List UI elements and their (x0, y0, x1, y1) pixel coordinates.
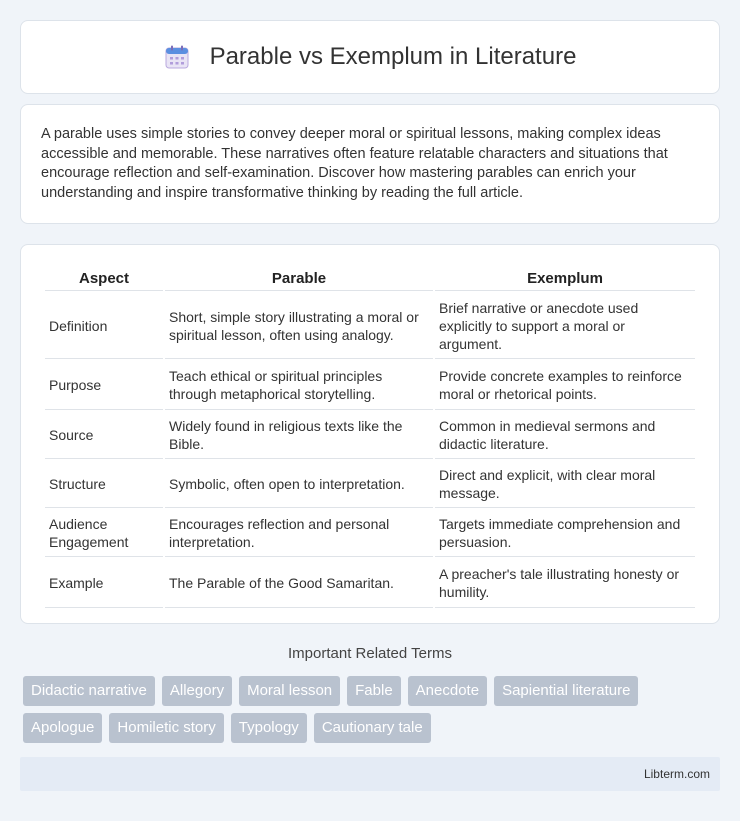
comparison-table (43, 263, 697, 610)
header-card (20, 20, 720, 94)
table-row (45, 361, 695, 410)
table-row (45, 559, 695, 608)
aspect-cell: Purpose (45, 361, 163, 410)
tag-didactic-narrative[interactable]: Didactic narrative (23, 676, 155, 706)
intro-text: A parable uses simple stories to convey deeper moral or spiritual lessons, making complex ideas accessible and memorable. These narratives often feature relatable characters and situations that encourage reflection and self-examination. Discover how mastering parables can enrich your understanding and inspire transformative thinking by reading the full article. (41, 126, 668, 201)
tag-homiletic-story[interactable]: Homiletic story (109, 713, 223, 743)
tag-fable[interactable]: Fable (347, 676, 401, 706)
table-row (45, 412, 695, 459)
footer-site-link[interactable]: Libterm.com (643, 767, 710, 781)
calendar-icon (164, 44, 190, 70)
table-row (45, 461, 695, 508)
tag-apologue[interactable]: Apologue (23, 713, 102, 743)
exemplum-cell: Provide concrete examples to reinforce moral or rhetorical points. (435, 361, 695, 410)
page-title: Parable vs Exemplum in Literature (209, 43, 577, 70)
parable-cell: Widely found in religious texts like the Bible. (165, 412, 433, 459)
parable-cell: Encourages reflection and personal interpretation. (165, 510, 433, 557)
table-header-row (45, 265, 695, 291)
parable-cell: The Parable of the Good Samaritan. (165, 559, 433, 608)
aspect-cell: Structure (45, 461, 163, 508)
column-header-aspect: Aspect (45, 265, 163, 291)
exemplum-cell: A preacher's tale illustrating honesty or humility. (435, 559, 695, 608)
exemplum-cell: Brief narrative or anecdote used explicitly to support a moral or argument. (435, 293, 695, 359)
aspect-cell: Audience Engagement (45, 510, 163, 557)
intro-card (20, 104, 720, 224)
comparison-table-card (20, 244, 720, 624)
aspect-cell: Source (45, 412, 163, 459)
aspect-cell: Definition (45, 293, 163, 359)
tag-moral-lesson[interactable]: Moral lesson (239, 676, 340, 706)
parable-cell: Short, simple story illustrating a moral or spiritual lesson, often using analogy. (165, 293, 433, 359)
tag-typology[interactable]: Typology (231, 713, 307, 743)
column-header-parable: Parable (165, 265, 433, 291)
table-row (45, 293, 695, 359)
aspect-cell: Example (45, 559, 163, 608)
column-header-exemplum: Exemplum (435, 265, 695, 291)
related-terms-title: Important Related Terms (288, 645, 452, 662)
title-wrap (164, 43, 577, 71)
table-row (45, 510, 695, 557)
footer (20, 757, 720, 791)
exemplum-cell: Common in medieval sermons and didactic literature. (435, 412, 695, 459)
tag-cautionary-tale[interactable]: Cautionary tale (314, 713, 431, 743)
parable-cell: Teach ethical or spiritual principles through metaphorical storytelling. (165, 361, 433, 410)
related-terms-tags (23, 676, 723, 743)
tag-allegory[interactable]: Allegory (162, 676, 232, 706)
exemplum-cell: Direct and explicit, with clear moral message. (435, 461, 695, 508)
exemplum-cell: Targets immediate comprehension and persuasion. (435, 510, 695, 557)
parable-cell: Symbolic, often open to interpretation. (165, 461, 433, 508)
tag-sapiential-literature[interactable]: Sapiential literature (494, 676, 638, 706)
tag-anecdote[interactable]: Anecdote (408, 676, 487, 706)
